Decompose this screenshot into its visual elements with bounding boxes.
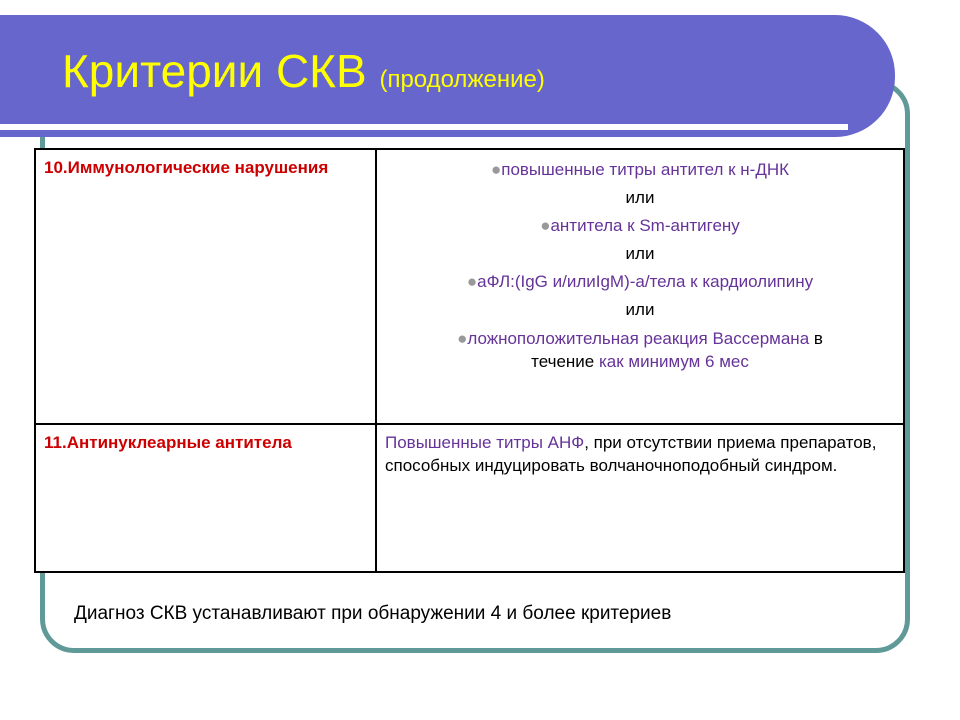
connector-text: или xyxy=(625,188,655,207)
slide-title xyxy=(62,44,545,98)
footer-note: Диагноз СКВ устанавливают при обнаружении 4 и более критериев xyxy=(74,603,672,624)
bullet-icon: ● xyxy=(490,160,502,179)
list-item xyxy=(385,324,895,373)
list-item xyxy=(385,156,895,184)
connector-text: или xyxy=(625,300,655,319)
header-divider xyxy=(0,124,848,130)
bullet-icon: ● xyxy=(540,216,551,235)
criteria-table xyxy=(34,148,905,573)
criterion-values-cell xyxy=(376,424,904,572)
value-text: Повышенные титры АНФ xyxy=(385,433,585,452)
bullet-icon: ● xyxy=(466,272,478,291)
list-item-text-suffix: как минимум 6 мес xyxy=(598,352,749,371)
criterion-values-cell xyxy=(376,149,904,424)
list-item-text: ложноположительная реакция Вассермана xyxy=(467,329,810,348)
list-item xyxy=(385,268,895,296)
list-item-text-suffix: в xyxy=(809,329,823,348)
table-row xyxy=(35,149,904,424)
list-item xyxy=(385,212,895,240)
value-text: , при отсутствии приема препаратов, способных индуцировать волчаночноподобный синдром. xyxy=(385,433,877,475)
title-main: Критерии СКВ xyxy=(62,45,367,97)
criterion-cell: 11.Антинуклеарные антитела xyxy=(35,424,376,572)
criterion-cell: 10.Иммунологические нарушения xyxy=(35,149,376,424)
connector-text: или xyxy=(625,244,655,263)
title-subtitle: (продолжение) xyxy=(379,66,545,93)
list-item-text-suffix: течение xyxy=(531,352,599,371)
bullet-icon: ● xyxy=(457,329,468,348)
list-item-text: повышенные титры антител к н-ДНК xyxy=(501,160,790,179)
list-item-text: антитела к Sm-антигену xyxy=(550,216,740,235)
table-row xyxy=(35,424,904,572)
list-item-text: аФЛ:(IgG и/илиIgM)-а/тела к кардиолипину xyxy=(477,272,814,291)
